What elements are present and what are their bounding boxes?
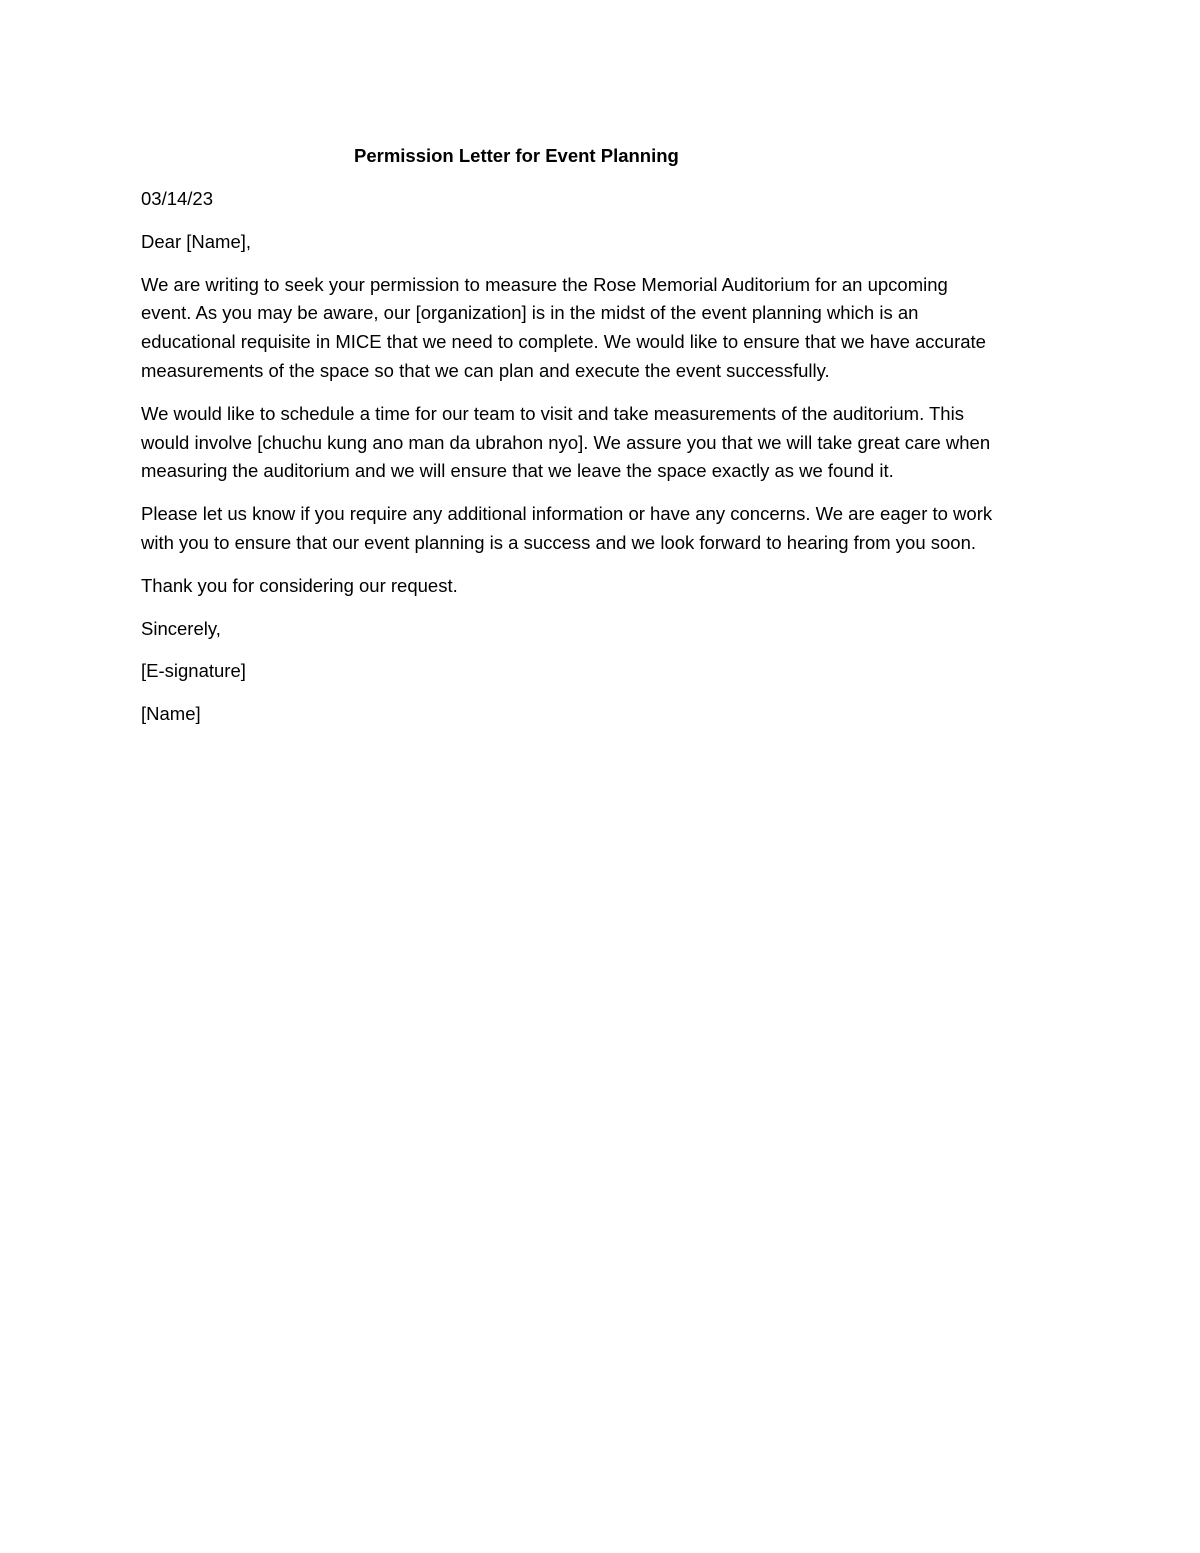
- permission-letter: [141, 143, 1061, 743]
- letter-closing: Sincerely,: [141, 617, 221, 639]
- letter-date: 03/14/23: [141, 188, 214, 209]
- body-line: would involve [chuchu kung ano man da ubrahon nyo]. We assure you that we will take great care when: [141, 431, 991, 453]
- body-paragraph-1: [141, 271, 1061, 386]
- body-line: measuring the auditorium and we will ensure that we leave the space exactly as we found it.: [141, 460, 894, 482]
- body-paragraph-2: [141, 400, 1061, 486]
- body-line: We are writing to seek your permission to measure the Rose Memorial Auditorium for an upcoming: [141, 273, 948, 295]
- body-line: event. As you may be aware, our [organization] is in the midst of the event planning which is an: [141, 302, 919, 324]
- letter-signature: [E-signature]: [141, 660, 246, 682]
- body-line: Please let us know if you require any additional information or have any concerns. We are eager to work: [141, 503, 993, 525]
- body-line: educational requisite in MICE that we need to complete. We would like to ensure that we have accurate: [141, 331, 986, 353]
- letter-title: Permission Letter for Event Planning: [354, 145, 679, 166]
- letter-thanks: Thank you for considering our request.: [141, 574, 458, 596]
- body-line: with you to ensure that our event planning is a success and we look forward to hearing from you soon.: [141, 531, 977, 553]
- letter-salutation: Dear [Name],: [141, 230, 252, 252]
- body-line: measurements of the space so that we can plan and execute the event successfully.: [141, 359, 830, 381]
- body-paragraph-3: [141, 500, 1061, 558]
- body-line: We would like to schedule a time for our team to visit and take measurements of the auditorium. This: [141, 402, 964, 424]
- letter-sender-name: [Name]: [141, 703, 201, 725]
